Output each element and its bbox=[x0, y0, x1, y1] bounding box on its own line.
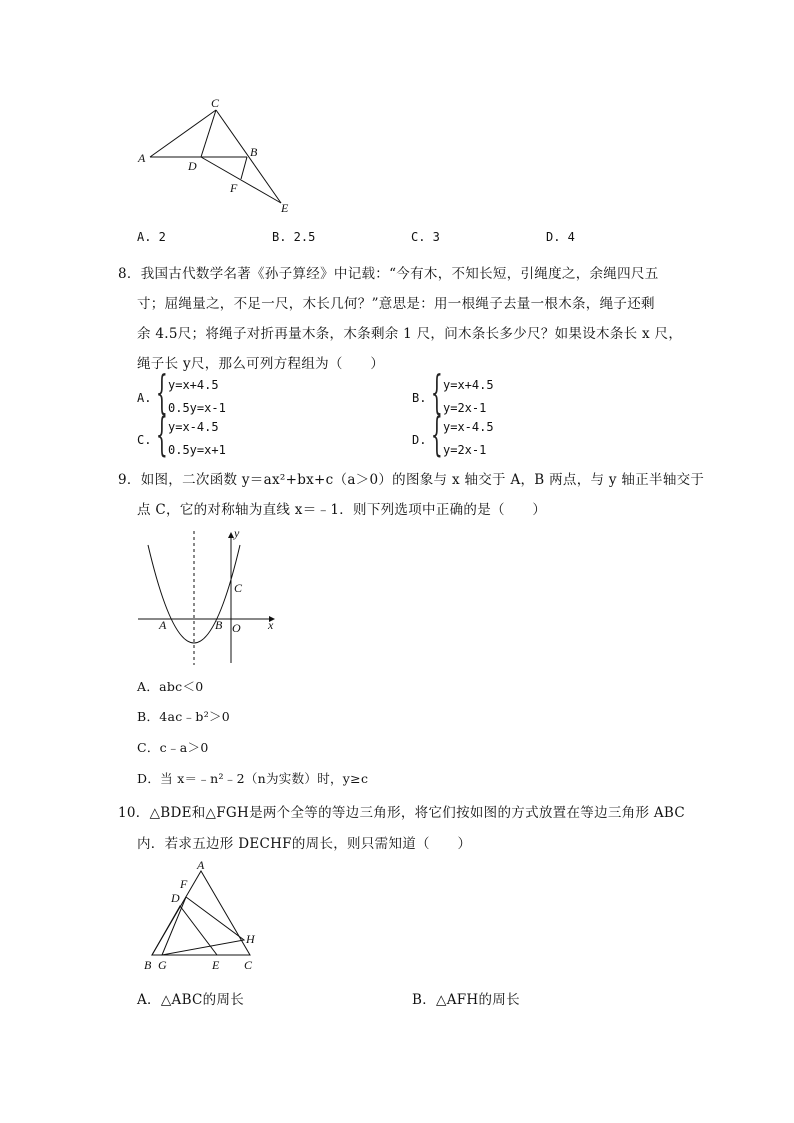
q10-option-a[interactable]: A．△ABC的周长 bbox=[137, 992, 245, 1008]
q7-option-b[interactable]: B. 2.5 bbox=[272, 230, 316, 244]
q7-option-c[interactable]: C. 3 bbox=[411, 230, 440, 244]
q8-option-b-label: B. bbox=[412, 391, 427, 405]
q7-label-c: C bbox=[211, 96, 220, 110]
q9-option-a[interactable]: A．abc＜0 bbox=[137, 679, 204, 694]
q8-option-c-eq1: y=x-4.5 bbox=[168, 420, 219, 434]
q8-option-b-brace: { bbox=[430, 366, 443, 420]
q10-option-b[interactable]: B．△AFH的周长 bbox=[412, 992, 520, 1008]
q9-label-a: A bbox=[159, 618, 167, 632]
q9-option-c[interactable]: C．c﹣a＞0 bbox=[137, 740, 209, 755]
q9-label-c: C bbox=[234, 581, 243, 595]
q8-option-b-eq1: y=x+4.5 bbox=[443, 378, 494, 392]
q9-stem-line-2: 点 C，它的对称轴为直线 x＝﹣1．则下列选项中正确的是（ ） bbox=[137, 502, 547, 518]
q8-option-d-eq1: y=x-4.5 bbox=[443, 420, 494, 434]
q9-label-x: x bbox=[268, 618, 274, 632]
q10-label-d: D bbox=[171, 891, 180, 905]
q8-stem-line-1: 8．我国古代数学名著《孙子算经》中记载：“今有木，不知长短，引绳度之，余绳四尺五 bbox=[118, 266, 659, 282]
q7-line-bf bbox=[241, 157, 247, 179]
q8-option-c-brace: { bbox=[155, 408, 168, 462]
q8-stem-line-4: 绳子长 y尺，那么可列方程组为（ ） bbox=[137, 356, 385, 372]
q7-label-d: D bbox=[188, 159, 197, 173]
q7-line-cd bbox=[201, 110, 216, 157]
q8-option-a-eq1: y=x+4.5 bbox=[168, 378, 219, 392]
q10-label-g: G bbox=[158, 958, 167, 972]
q9-figure bbox=[134, 525, 284, 670]
q8-option-a-label: A. bbox=[137, 391, 152, 405]
q7-label-f: F bbox=[230, 181, 238, 195]
q8-stem-line-2: 寸；屈绳量之，不足一尺，木长几何？”意思是：用一根绳子去量一根木条，绳子还剩 bbox=[137, 296, 655, 312]
q8-option-d-brace: { bbox=[430, 408, 443, 462]
q9-label-b: B bbox=[215, 618, 223, 632]
q7-option-a[interactable]: A. 2 bbox=[137, 230, 166, 244]
q10-stem-line-2: 内．若求五边形 DECHF的周长，则只需知道（ ） bbox=[137, 836, 472, 852]
q7-label-e: E bbox=[281, 201, 289, 215]
q8-option-c-label: C. bbox=[137, 433, 152, 447]
q8-option-c-eq2: 0.5y=x+1 bbox=[168, 443, 226, 457]
q7-option-d[interactable]: D. 4 bbox=[546, 230, 575, 244]
q8-option-a-brace: { bbox=[155, 366, 168, 420]
q10-label-a: A bbox=[197, 858, 205, 872]
q10-label-e: E bbox=[212, 958, 220, 972]
q10-figure bbox=[140, 855, 270, 975]
q8-option-a-eq2: 0.5y=x-1 bbox=[168, 401, 226, 415]
q10-triangle-fgh bbox=[162, 897, 244, 955]
q10-label-c: C bbox=[244, 958, 253, 972]
q9-option-d[interactable]: D．当 x＝﹣n²﹣2（n为实数）时，y≥c bbox=[137, 771, 369, 786]
q9-label-o: O bbox=[232, 621, 241, 635]
q9-label-y: y bbox=[234, 526, 240, 540]
q7-label-b: B bbox=[250, 145, 258, 159]
q7-line-ac bbox=[150, 110, 216, 157]
q10-label-b: B bbox=[144, 958, 152, 972]
q8-option-d-eq2: y=2x-1 bbox=[443, 443, 487, 457]
q7-line-de bbox=[201, 157, 281, 203]
q7-label-a: A bbox=[138, 151, 146, 165]
q8-option-b-eq2: y=2x-1 bbox=[443, 401, 487, 415]
q8-stem-line-3: 余 4.5尺；将绳子对折再量木条，木条剩余 1 尺，问木条长多少尺？如果设木条长 x 尺， bbox=[137, 326, 683, 342]
q7-figure bbox=[128, 96, 303, 218]
q8-option-d-label: D. bbox=[412, 433, 427, 447]
q10-label-h: H bbox=[246, 932, 255, 946]
q10-label-f: F bbox=[180, 877, 188, 891]
q9-option-b[interactable]: B．4ac﹣b²＞0 bbox=[137, 709, 231, 724]
q9-stem-line-1: 9．如图，二次函数 y＝ax²+bx+c（a＞0）的图象与 x 轴交于 A，B 两点，与 y 轴正半轴交于 bbox=[118, 472, 705, 488]
q10-stem-line-1: 10．△BDE和△FGH是两个全等的等边三角形，将它们按如图的方式放置在等边三角形 ABC bbox=[118, 805, 686, 821]
